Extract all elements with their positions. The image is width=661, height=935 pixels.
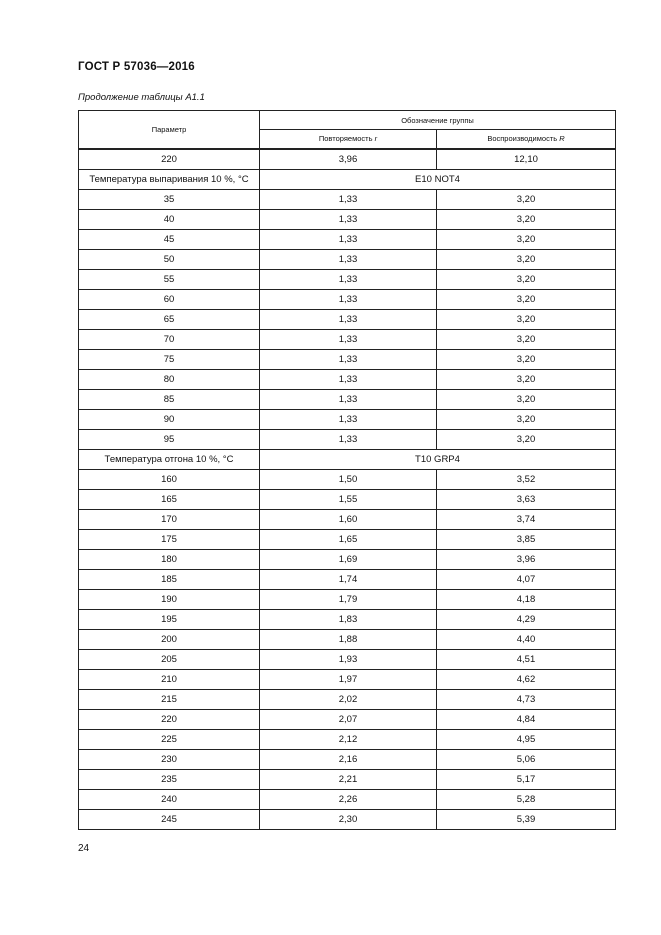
repeatability-cell: 2,16: [260, 749, 437, 769]
repeatability-cell: 1,33: [260, 429, 437, 449]
table-caption: Продолжение таблицы А1.1: [78, 92, 205, 103]
repeatability-cell: 1,33: [260, 369, 437, 389]
table-row: [79, 649, 616, 669]
table-row: [79, 689, 616, 709]
table-group-row: [79, 169, 616, 189]
parameter-cell: 220: [79, 709, 260, 729]
parameter-cell: 70: [79, 329, 260, 349]
repeatability-cell: 2,21: [260, 769, 437, 789]
parameter-cell: 165: [79, 489, 260, 509]
table-row: [79, 509, 616, 529]
repeatability-cell: 2,12: [260, 729, 437, 749]
parameter-cell: 170: [79, 509, 260, 529]
table-row: [79, 389, 616, 409]
group-parameter-cell: Температура выпаривания 10 %, °C: [79, 169, 260, 189]
repeatability-cell: 1,88: [260, 629, 437, 649]
reproducibility-cell: 3,74: [437, 509, 616, 529]
table-row: [79, 629, 616, 649]
group-designation-cell: T10 GRP4: [260, 449, 616, 469]
header-repeatability-symbol: r: [374, 134, 378, 144]
table-row: [79, 789, 616, 809]
table-row: [79, 669, 616, 689]
reproducibility-cell: 3,20: [437, 369, 616, 389]
parameter-cell: 175: [79, 529, 260, 549]
table-row: [79, 229, 616, 249]
repeatability-cell: 2,30: [260, 809, 437, 829]
parameter-cell: 205: [79, 649, 260, 669]
table-row: [79, 429, 616, 449]
reproducibility-cell: 3,20: [437, 389, 616, 409]
reproducibility-cell: 4,73: [437, 689, 616, 709]
parameter-cell: 90: [79, 409, 260, 429]
table-row: [79, 349, 616, 369]
table-row: [79, 729, 616, 749]
table-row: [79, 709, 616, 729]
reproducibility-cell: 3,52: [437, 469, 616, 489]
reproducibility-cell: 12,10: [437, 149, 616, 170]
reproducibility-cell: 4,18: [437, 589, 616, 609]
table-row: [79, 149, 616, 170]
repeatability-cell: 1,55: [260, 489, 437, 509]
repeatability-cell: 3,96: [260, 149, 437, 170]
parameter-cell: 50: [79, 249, 260, 269]
reproducibility-cell: 3,20: [437, 309, 616, 329]
reproducibility-cell: 5,06: [437, 749, 616, 769]
table-body: [79, 149, 616, 830]
parameter-cell: 190: [79, 589, 260, 609]
reproducibility-cell: 4,51: [437, 649, 616, 669]
repeatability-cell: 1,83: [260, 609, 437, 629]
reproducibility-cell: 3,20: [437, 429, 616, 449]
table-row: [79, 769, 616, 789]
reproducibility-cell: 3,20: [437, 209, 616, 229]
repeatability-cell: 1,33: [260, 329, 437, 349]
reproducibility-cell: 4,40: [437, 629, 616, 649]
repeatability-cell: 1,33: [260, 269, 437, 289]
reproducibility-cell: 3,20: [437, 229, 616, 249]
repeatability-cell: 1,33: [260, 409, 437, 429]
parameter-cell: 225: [79, 729, 260, 749]
group-designation-cell: E10 NOT4: [260, 169, 616, 189]
table-row: [79, 809, 616, 829]
table-row: [79, 209, 616, 229]
table-row: [79, 489, 616, 509]
header-repeatability: [260, 130, 437, 149]
reproducibility-cell: 3,20: [437, 349, 616, 369]
table-row: [79, 589, 616, 609]
header-group-designation: Обозначение группы: [260, 111, 616, 130]
parameter-cell: 195: [79, 609, 260, 629]
parameter-cell: 235: [79, 769, 260, 789]
reproducibility-cell: 3,20: [437, 249, 616, 269]
parameter-cell: 220: [79, 149, 260, 170]
header-reproducibility-symbol: R: [559, 134, 565, 144]
reproducibility-cell: 3,20: [437, 409, 616, 429]
repeatability-cell: 2,26: [260, 789, 437, 809]
table-row: [79, 609, 616, 629]
parameter-cell: 35: [79, 189, 260, 209]
repeatability-cell: 1,97: [260, 669, 437, 689]
table-row: [79, 329, 616, 349]
reproducibility-cell: 3,63: [437, 489, 616, 509]
table-row: [79, 189, 616, 209]
reproducibility-cell: 5,17: [437, 769, 616, 789]
reproducibility-cell: 3,20: [437, 289, 616, 309]
repeatability-cell: 1,33: [260, 189, 437, 209]
parameter-cell: 180: [79, 549, 260, 569]
parameter-cell: 80: [79, 369, 260, 389]
table-row: [79, 749, 616, 769]
table-row: [79, 549, 616, 569]
page-number: 24: [78, 843, 90, 854]
reproducibility-cell: 5,28: [437, 789, 616, 809]
header-reproducibility-label: Воспроизводимость: [487, 134, 558, 144]
reproducibility-cell: 3,20: [437, 269, 616, 289]
parameter-cell: 160: [79, 469, 260, 489]
table-group-row: [79, 449, 616, 469]
reproducibility-cell: 4,62: [437, 669, 616, 689]
reproducibility-cell: 4,07: [437, 569, 616, 589]
repeatability-cell: 1,33: [260, 309, 437, 329]
header-parameter: Параметр: [79, 111, 260, 149]
parameter-cell: 40: [79, 209, 260, 229]
repeatability-cell: 1,65: [260, 529, 437, 549]
reproducibility-cell: 3,20: [437, 329, 616, 349]
repeatability-cell: 1,60: [260, 509, 437, 529]
group-parameter-cell: Температура отгона 10 %, °C: [79, 449, 260, 469]
table-row: [79, 569, 616, 589]
repeatability-cell: 1,50: [260, 469, 437, 489]
repeatability-cell: 2,07: [260, 709, 437, 729]
parameter-cell: 215: [79, 689, 260, 709]
repeatability-cell: 1,33: [260, 209, 437, 229]
repeatability-cell: 1,33: [260, 389, 437, 409]
parameter-cell: 45: [79, 229, 260, 249]
reproducibility-cell: 3,20: [437, 189, 616, 209]
parameter-cell: 210: [79, 669, 260, 689]
reproducibility-cell: 5,39: [437, 809, 616, 829]
header-reproducibility: [437, 130, 616, 149]
parameter-cell: 185: [79, 569, 260, 589]
parameter-cell: 75: [79, 349, 260, 369]
repeatability-cell: 1,93: [260, 649, 437, 669]
repeatability-cell: 1,69: [260, 549, 437, 569]
reproducibility-cell: 4,95: [437, 729, 616, 749]
reproducibility-cell: 4,29: [437, 609, 616, 629]
table-row: [79, 369, 616, 389]
parameter-cell: 240: [79, 789, 260, 809]
repeatability-cell: 1,79: [260, 589, 437, 609]
table-row: [79, 529, 616, 549]
header-repeatability-label: Повторяемость: [318, 134, 373, 144]
document-title: ГОСТ Р 57036—2016: [78, 61, 195, 73]
table-row: [79, 249, 616, 269]
parameter-cell: 245: [79, 809, 260, 829]
table-row: [79, 469, 616, 489]
reproducibility-cell: 3,85: [437, 529, 616, 549]
reproducibility-cell: 3,96: [437, 549, 616, 569]
table-row: [79, 269, 616, 289]
parameter-cell: 95: [79, 429, 260, 449]
reproducibility-cell: 4,84: [437, 709, 616, 729]
repeatability-cell: 1,33: [260, 289, 437, 309]
repeatability-cell: 1,74: [260, 569, 437, 589]
table-header-row: [79, 111, 616, 130]
parameter-cell: 55: [79, 269, 260, 289]
repeatability-cell: 2,02: [260, 689, 437, 709]
parameter-cell: 200: [79, 629, 260, 649]
table-row: [79, 289, 616, 309]
parameter-cell: 60: [79, 289, 260, 309]
parameter-cell: 65: [79, 309, 260, 329]
table-row: [79, 409, 616, 429]
parameter-cell: 230: [79, 749, 260, 769]
repeatability-cell: 1,33: [260, 349, 437, 369]
data-table: [78, 110, 616, 830]
repeatability-cell: 1,33: [260, 249, 437, 269]
repeatability-cell: 1,33: [260, 229, 437, 249]
parameter-cell: 85: [79, 389, 260, 409]
table-row: [79, 309, 616, 329]
